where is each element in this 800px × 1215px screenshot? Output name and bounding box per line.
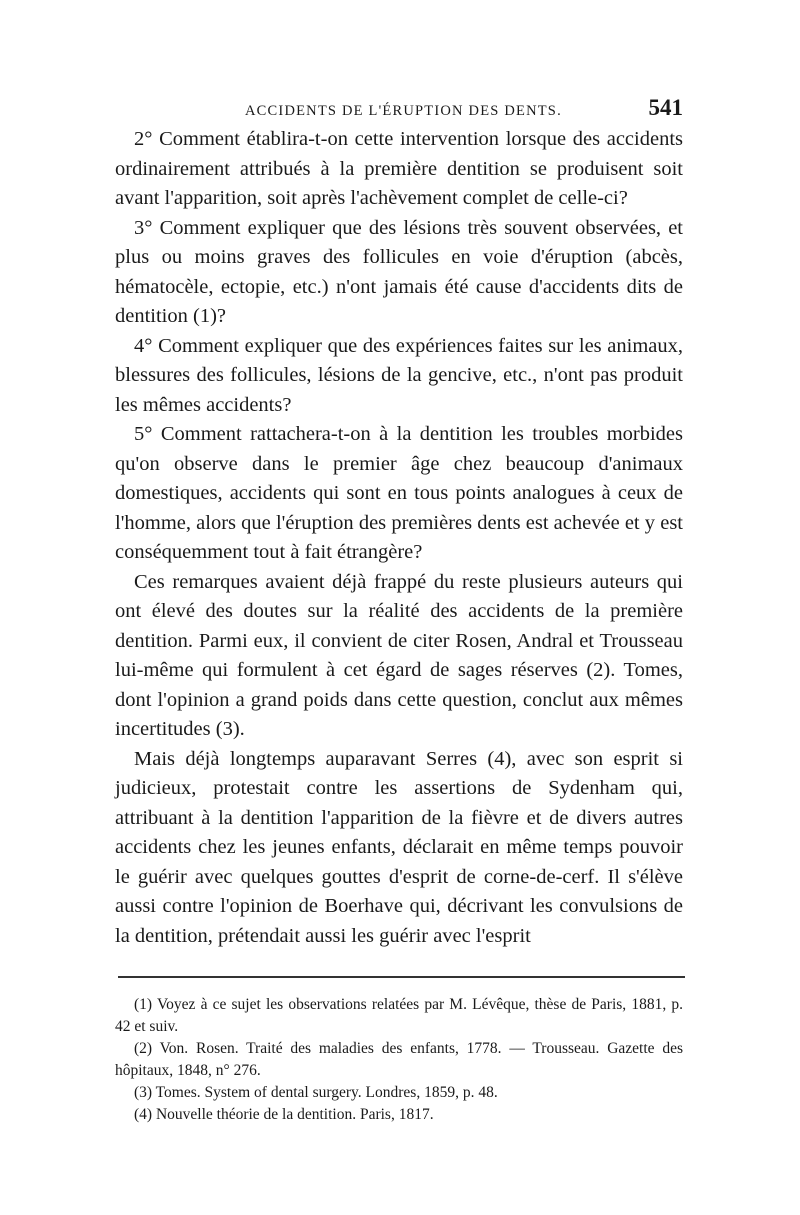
page-number: 541: [648, 95, 683, 120]
footnote-3: (3) Tomes. System of dental surgery. Londres, 1859, p. 48.: [134, 1084, 498, 1101]
paragraph-question-3: 3° Comment expliquer que des lésions très souvent observées, et plus ou moins graves des follicules en voie d'éruption (abcès, hématocèle, ectopie, etc.) n'ont jamais été cause d'accidents dits de dentition (1)?: [115, 216, 683, 327]
paragraph-serres: Mais déjà longtemps auparavant Serres (4), avec son esprit si judicieux, protestait contre les assertions de Sydenham qui, attribuant à la dentition l'apparition de la fièvre et de divers autres accidents chez les jeunes enfants, déclarait en même temps pouvoir le guérir avec quelques gouttes d'esprit de corne-de-cerf. Il s'élève aussi contre l'opinion de Boerhave qui, décrivant les convulsions de la dentition, prétendait aussi les guérir avec l'esprit: [115, 747, 683, 947]
footnote-2: (2) Von. Rosen. Traité des maladies des enfants, 1778. — Trousseau. Gazette des hôpitaux, 1848, n° 276.: [115, 1040, 683, 1079]
body-text: [115, 125, 683, 951]
paragraph-question-5: 5° Comment rattachera-t-on à la dentition les troubles morbides qu'on observe dans le premier âge chez beaucoup d'animaux domestiques, accidents qui sont en tous points analogues à ceux de l'homme, alors que l'éruption des premières dents est achevée et y est conséquemment tout à fait étrangère?: [115, 423, 683, 563]
page-header: [115, 95, 683, 125]
footnote-4: (4) Nouvelle théorie de la dentition. Paris, 1817.: [134, 1106, 434, 1123]
running-head: ACCIDENTS DE L'ÉRUPTION DES DENTS.: [245, 103, 562, 119]
footnote-divider: [118, 976, 685, 978]
book-page: [115, 95, 683, 1126]
paragraph-remarks: Ces remarques avaient déjà frappé du reste plusieurs auteurs qui ont élevé des doutes sur la réalité des accidents de la première dentition. Parmi eux, il convient de citer Rosen, Andral et Trousseau lui-même qui formulent à cet égard de sages réserves (2). Tomes, dont l'opinion a grand poids dans cette question, conclut aux mêmes incertitudes (3).: [115, 570, 683, 740]
footnote-1: (1) Voyez à ce sujet les observations relatées par M. Lévêque, thèse de Paris, 1881, p. 42 et suiv.: [115, 996, 683, 1035]
paragraph-question-4: 4° Comment expliquer que des expériences faites sur les animaux, blessures des follicules, lésions de la gencive, etc., n'ont pas produit les mêmes accidents?: [115, 334, 683, 416]
footnotes: [115, 994, 683, 1126]
paragraph-question-2: 2° Comment établira-t-on cette intervention lorsque des accidents ordinairement attribués à la première dentition se produisent soit avant l'apparition, soit après l'achèvement complet de celle-ci?: [115, 128, 683, 209]
